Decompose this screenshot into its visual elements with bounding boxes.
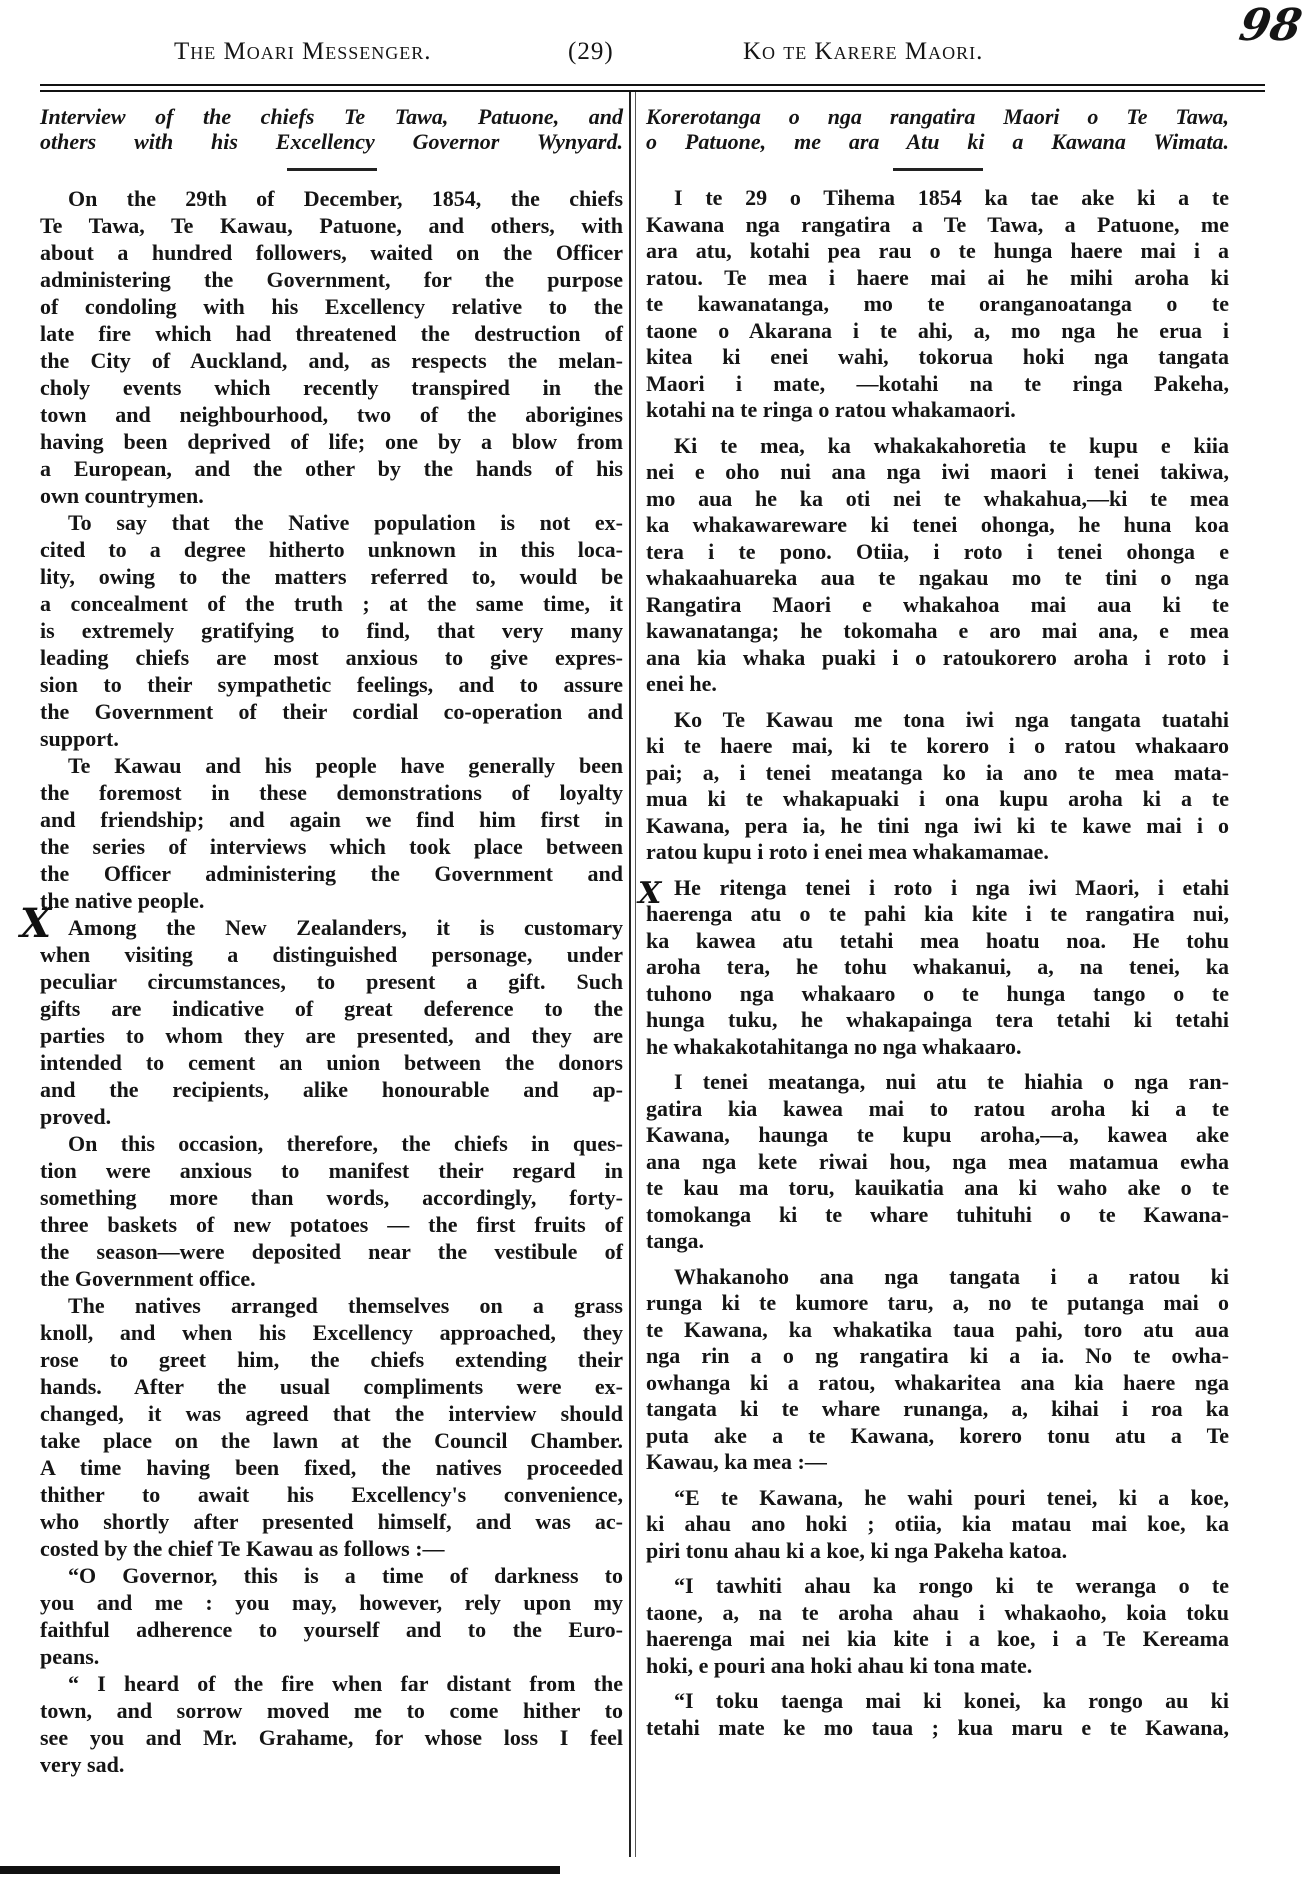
text-line: a European, and the other by the hands of his: [40, 456, 623, 481]
text-line: hands. After the usual compliments were ex-: [40, 1374, 623, 1399]
text-line: the native people.: [40, 888, 205, 913]
paragraph: [646, 1573, 1229, 1679]
text-line: te kau ma toru, kauikatia ana ki waho ake o te: [646, 1175, 1229, 1200]
text-line: puta ake a te Kawana, korero tonu atu a Te: [646, 1422, 1229, 1448]
text-line: the foremost in these demonstrations of loyalty: [40, 780, 623, 805]
maori-column: [646, 104, 1229, 1750]
text-line: Ko Te Kawau me tona iwi nga tangata tuatahi: [674, 706, 1229, 732]
text-line: town and neighbourhood, two of the aborigines: [40, 402, 623, 427]
text-line: is extremely gratifying to find, that very many: [40, 618, 623, 643]
masthead-maori: Ko te Karere Maori.: [743, 38, 984, 65]
paragraph: [646, 875, 1229, 1061]
handwritten-x-mark: X: [638, 876, 662, 911]
text-line: tetahi mate ke mo taua ; kua maru e te Kawana,: [646, 1714, 1229, 1740]
paragraph: [40, 185, 623, 509]
text-line: ka kawea atu tetahi mea hoatu noa. He tohu: [646, 927, 1229, 953]
paragraph: [40, 509, 623, 752]
text-line: aroha tera, he tohu whakanui, a, na tenei, ka: [646, 954, 1229, 979]
text-line: gifts are indicative of great deference to the: [40, 996, 623, 1021]
text-line: te kawanatanga, mo te oranganoatanga o te: [646, 291, 1229, 316]
english-column: [40, 104, 623, 1778]
text-line: lity, owing to the matters referred to, would be: [40, 564, 623, 589]
text-line: Maori i mate, —kotahi na te ringa Pakeha,: [646, 370, 1229, 396]
maori-article-title: [646, 104, 1229, 154]
paragraph: [40, 1670, 623, 1778]
text-line: On the 29th of December, 1854, the chiefs: [68, 186, 623, 211]
text-line: you and me : you may, however, rely upon my: [40, 1590, 623, 1615]
text-line: haerenga atu o te pahi kia kite i te rangatira nui,: [646, 901, 1229, 926]
text-line: taone o Akarana i te ahi, a, mo nga he erua i: [646, 317, 1229, 343]
text-line: intended to cement an union between the donors: [40, 1050, 623, 1075]
text-line: the Government office.: [40, 1266, 256, 1291]
text-line: take place on the lawn at the Council Chamber.: [40, 1428, 623, 1453]
text-line: costed by the chief Te Kawau as follows :—: [40, 1536, 445, 1561]
text-line: thither to await his Excellency's convenience,: [40, 1482, 623, 1507]
masthead-english: The Moari Messenger.: [174, 38, 432, 65]
english-article-body: [40, 185, 623, 1778]
text-line: Kawana, pera ia, he tini nga iwi ki te kawe mai i o: [646, 812, 1229, 838]
text-line: “I tawhiti ahau ka rongo ki te weranga o te: [674, 1573, 1229, 1598]
paragraph: [646, 1485, 1229, 1565]
column-divider-inner: [635, 92, 636, 1857]
text-line: late fire which had threatened the destruction of: [40, 321, 623, 346]
text-line: enei he.: [646, 671, 717, 696]
text-line: Kawana, haunga te kupu aroha,—a, kawea ake: [646, 1122, 1229, 1147]
text-line: A time having been fixed, the natives proceeded: [40, 1455, 623, 1480]
text-line: ki te haere mai, ki te korero i o ratou whakaaro: [646, 733, 1229, 758]
text-line: peans.: [40, 1644, 100, 1669]
text-line: tanga.: [646, 1228, 705, 1253]
text-line: Among the New Zealanders, it is customary: [68, 915, 623, 940]
text-line: gatira kia kawea mai to ratou aroha ki a te: [646, 1095, 1229, 1121]
paragraph: [40, 1130, 623, 1292]
text-line: hoki, e pouri ana hoki ahau ki tona mate.: [646, 1652, 1033, 1678]
text-line: piri tonu ahau ki a koe, ki nga Pakeha katoa.: [646, 1537, 1068, 1563]
text-line: nga rin a o ng rangatira ki a ia. No te owha-: [646, 1343, 1229, 1368]
text-line: something more than words, accordingly, forty-: [40, 1185, 623, 1210]
text-line: kotahi na te ringa o ratou whakamaori.: [646, 397, 1016, 422]
text-line: whakaahuareka aua te ngakau mo te tini o nga: [646, 565, 1229, 590]
text-line: leading chiefs are most anxious to give expres-: [40, 645, 623, 670]
title-separator: [287, 168, 377, 171]
text-line: the Officer administering the Government and: [40, 861, 623, 886]
text-line: ana nga kete riwai hou, nga mea matamua ewha: [646, 1148, 1229, 1174]
text-line: haerenga mai nei kia kite i a koe, i a Te Kereama: [646, 1626, 1229, 1651]
text-line: ki ahau ano hoki ; otiia, kia matau mai koe, ka: [646, 1511, 1229, 1536]
text-line: having been deprived of life; one by a blow from: [40, 429, 623, 454]
text-line: the City of Auckland, and, as respects the melan-: [40, 348, 623, 373]
paragraph: [646, 1069, 1229, 1255]
text-line: mua ki te whakapuaki i ona kupu aroha ki a te: [646, 786, 1229, 811]
text-line: nei e oho nui ana nga iwi maori i tenei takiwa,: [646, 459, 1229, 484]
title-line: Korerotanga o nga rangatira Maori o Te Tawa,: [646, 104, 1229, 129]
text-line: administering the Government, for the purpose: [40, 267, 623, 292]
text-line: He ritenga tenei i roto i nga iwi Maori, i etahi: [674, 874, 1229, 900]
text-line: I te 29 o Tihema 1854 ka tae ake ki a te: [674, 185, 1229, 210]
text-line: hunga tuku, he whakapainga tera tetahi ki tetahi: [646, 1007, 1229, 1032]
text-line: ka whakawareware ki tenei ohonga, he huna koa: [646, 512, 1229, 537]
header-rule-top: [40, 84, 1265, 86]
text-line: who shortly after presented himself, and was ac-: [40, 1509, 623, 1534]
text-line: On this occasion, therefore, the chiefs in ques-: [68, 1131, 623, 1156]
handwritten-page-number: 98: [1235, 0, 1306, 51]
text-line: kitea ki enei wahi, tokorua hoki nga tangata: [646, 344, 1229, 369]
text-line: ara atu, kotahi pea rau o te hunga haere mai i a: [646, 238, 1229, 263]
page-edge-shadow: [0, 1866, 560, 1874]
text-line: Te Tawa, Te Kawau, Patuone, and others, with: [40, 213, 623, 238]
column-divider: [629, 92, 631, 1857]
title-line: others with his Excellency Governor Wynyard.: [40, 129, 623, 154]
text-line: runga ki te kumore taru, a, no te putanga mai o: [646, 1290, 1229, 1315]
text-line: tangata ki te whare runanga, a, kihai i roa ka: [646, 1396, 1229, 1421]
paragraph: [40, 1562, 623, 1670]
text-line: when visiting a distinguished personage, under: [40, 942, 623, 967]
text-line: knoll, and when his Excellency approached, they: [40, 1320, 623, 1345]
text-line: tion were anxious to manifest their regard in: [40, 1158, 623, 1183]
text-line: “I toku taenga mai ki konei, ka rongo au ki: [674, 1688, 1229, 1713]
paragraph: [40, 1292, 623, 1562]
text-line: tomokanga ki te whare tuhituhi o te Kawana-: [646, 1201, 1229, 1227]
text-line: and friendship; and again we find him first in: [40, 807, 623, 832]
text-line: Rangatira Maori e whakahoa mai aua ki te: [646, 591, 1229, 617]
text-line: cited to a degree hitherto unknown in this loca-: [40, 537, 623, 562]
text-line: a concealment of the truth ; at the same time, it: [40, 591, 623, 616]
text-line: the season—were deposited near the vestibule of: [40, 1239, 623, 1264]
text-line: Kawana nga rangatira a Te Tawa, a Patuone, me: [646, 211, 1229, 237]
text-line: town, and sorrow moved me to come hither to: [40, 1698, 623, 1723]
text-line: support.: [40, 726, 119, 751]
paragraph: [646, 1264, 1229, 1476]
title-line: o Patuone, me ara Atu ki a Kawana Wimata.: [646, 129, 1229, 154]
text-line: three baskets of new potatoes — the first fruits of: [40, 1212, 623, 1237]
text-line: taone, a, na te aroha ahau i whakaoho, koia toku: [646, 1599, 1229, 1625]
text-line: about a hundred followers, waited on the Officer: [40, 240, 623, 265]
paragraph: [646, 707, 1229, 866]
text-line: rose to greet him, the chiefs extending their: [40, 1347, 623, 1372]
text-line: Whakanoho ana nga tangata i a ratou ki: [674, 1263, 1229, 1289]
text-line: Te Kawau and his people have generally been: [68, 753, 623, 778]
paragraph: [646, 1688, 1229, 1741]
text-line: Kawau, ka mea :—: [646, 1449, 827, 1474]
text-line: he whakakotahitanga no nga whakaaro.: [646, 1033, 1022, 1059]
paragraph: [40, 914, 623, 1130]
text-line: the series of interviews which took place between: [40, 834, 623, 859]
text-line: “ I heard of the fire when far distant from the: [68, 1671, 623, 1696]
text-line: proved.: [40, 1104, 112, 1129]
text-line: sion to their sympathetic feelings, and to assure: [40, 672, 623, 697]
text-line: “O Governor, this is a time of darkness to: [68, 1563, 623, 1588]
text-line: faithful adherence to yourself and to the Euro-: [40, 1617, 623, 1642]
paragraph: [40, 752, 623, 914]
maori-article-body: [646, 185, 1229, 1741]
text-line: te Kawana, ka whakatika taua pahi, toro atu aua: [646, 1316, 1229, 1342]
text-line: Ki te mea, ka whakakahoretia te kupu e kiia: [674, 432, 1229, 458]
text-line: I tenei meatanga, nui atu te hiahia o nga ran-: [674, 1069, 1229, 1094]
text-line: ratou kupu i roto i enei mea whakamamae.: [646, 839, 1049, 864]
text-line: The natives arranged themselves on a grass: [68, 1293, 623, 1318]
text-line: kawanatanga; he tokomaha e aro mai ana, e mea: [646, 618, 1229, 643]
text-line: owhanga ki a ratou, whakaritea ana kia haere nga: [646, 1369, 1229, 1395]
text-line: ana kia whaka puaki i o ratoukorero aroha i roto i: [646, 644, 1229, 670]
text-line: pai; a, i tenei meatanga ko ia ano te mea mata-: [646, 759, 1229, 785]
text-line: mo aua he ka oti nei te whakahua,—ki te mea: [646, 485, 1229, 511]
text-line: To say that the Native population is not ex-: [68, 510, 623, 535]
text-line: changed, it was agreed that the interview should: [40, 1401, 623, 1426]
header-rule-bottom: [40, 90, 1265, 92]
paragraph: [646, 185, 1229, 424]
text-line: peculiar circumstances, to present a gift. Such: [40, 969, 623, 994]
text-line: very sad.: [40, 1752, 125, 1777]
paragraph: [646, 433, 1229, 698]
english-article-title: [40, 104, 623, 154]
text-line: own countrymen.: [40, 483, 204, 508]
text-line: tuhono nga whakaaro o te hunga tango o te: [646, 980, 1229, 1006]
text-line: and the recipients, alike honourable and ap-: [40, 1077, 623, 1102]
text-line: “E te Kawana, he wahi pouri tenei, ki a koe,: [674, 1484, 1229, 1510]
text-line: see you and Mr. Grahame, for whose loss I feel: [40, 1725, 623, 1750]
text-line: of condoling with his Excellency relative to the: [40, 294, 623, 319]
title-separator: [893, 168, 983, 171]
title-line: Interview of the chiefs Te Tawa, Patuone, and: [40, 104, 623, 129]
text-line: choly events which recently transpired in the: [40, 375, 623, 400]
handwritten-x-mark: X: [20, 900, 52, 947]
page-number-printed: (29): [568, 38, 614, 65]
text-line: tera i te pono. Otiia, i roto i tenei ohonga e: [646, 538, 1229, 564]
text-line: ratou. Te mea i haere mai ai he mihi aroha ki: [646, 264, 1229, 290]
text-line: the Government of their cordial co-operation and: [40, 699, 623, 724]
text-line: parties to whom they are presented, and they are: [40, 1023, 623, 1048]
